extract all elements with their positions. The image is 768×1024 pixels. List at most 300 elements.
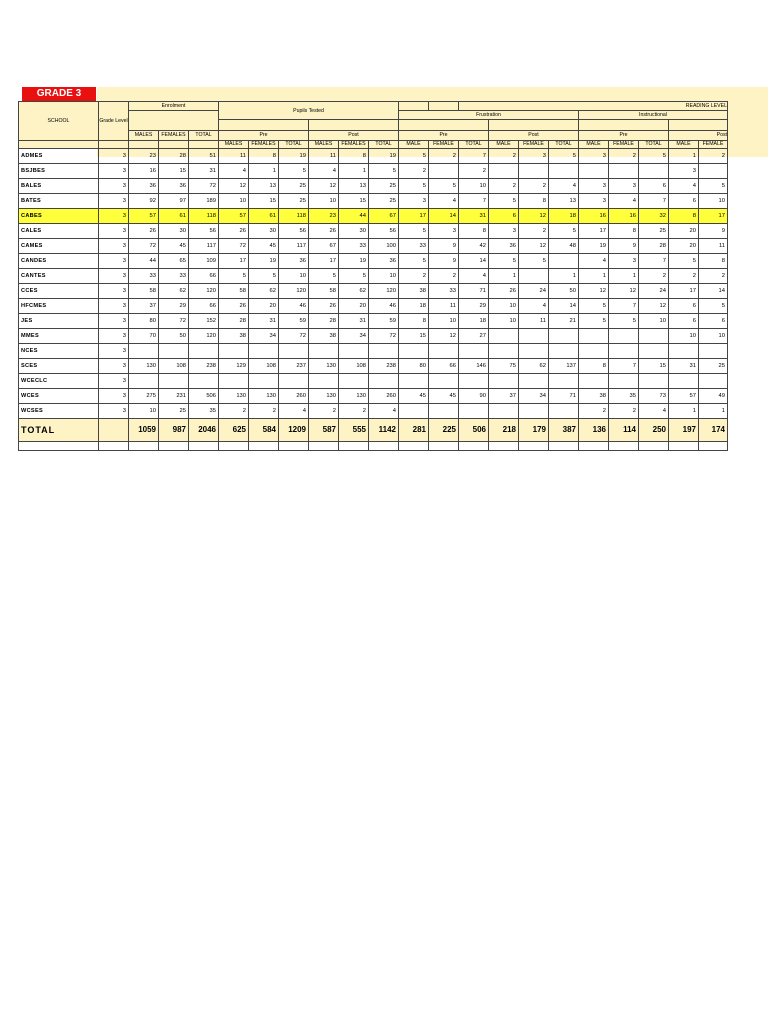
cell: 2	[639, 269, 669, 284]
cell: 117	[279, 239, 309, 254]
cell: 19	[339, 254, 369, 269]
cell: 5	[549, 149, 579, 164]
cell: 25	[279, 194, 309, 209]
cell: 5	[219, 269, 249, 284]
cell: 24	[519, 284, 549, 299]
reading-level-table	[18, 101, 728, 451]
cell	[489, 404, 519, 419]
grade-level-header: Grade Level	[99, 102, 129, 141]
grade-level: 3	[99, 239, 129, 254]
cell: 189	[189, 194, 219, 209]
grade-level: 3	[99, 329, 129, 344]
cell: 5	[579, 299, 609, 314]
cell: 19	[369, 149, 399, 164]
school-name: CABES	[19, 209, 99, 224]
cell: 62	[339, 284, 369, 299]
cell: 8	[699, 254, 728, 269]
cell: 59	[279, 314, 309, 329]
cell: 146	[459, 359, 489, 374]
cell: 231	[159, 389, 189, 404]
table-row	[19, 344, 728, 359]
cell: 5	[399, 254, 429, 269]
cell: 1	[249, 164, 279, 179]
cell	[519, 374, 549, 389]
cell: 6	[669, 314, 699, 329]
cell: 5	[339, 269, 369, 284]
cell: 48	[549, 239, 579, 254]
cell	[369, 344, 399, 359]
cell: 56	[279, 224, 309, 239]
table-row	[19, 194, 728, 209]
cell: 6	[669, 194, 699, 209]
cell: 26	[309, 224, 339, 239]
in-pre-female: FEMALE	[609, 141, 639, 149]
table-row	[19, 254, 728, 269]
cell: 45	[429, 389, 459, 404]
cell: 10	[639, 314, 669, 329]
cell: 33	[129, 269, 159, 284]
cell: 2	[459, 164, 489, 179]
cell: 10	[219, 194, 249, 209]
cell	[639, 164, 669, 179]
cell: 36	[489, 239, 519, 254]
cell: 237	[279, 359, 309, 374]
grade-level: 3	[99, 149, 129, 164]
cell: 5	[669, 254, 699, 269]
table-row	[19, 374, 728, 389]
cell: 25	[639, 224, 669, 239]
cell: 7	[609, 299, 639, 314]
cell: 45	[399, 389, 429, 404]
grade-level: 3	[99, 404, 129, 419]
cell: 8	[249, 149, 279, 164]
cell: 3	[579, 179, 609, 194]
cell: 5	[489, 194, 519, 209]
cell: 10	[129, 404, 159, 419]
cell: 2	[249, 404, 279, 419]
pt-pre-total: TOTAL	[279, 141, 309, 149]
in-post-header: Post	[669, 131, 728, 141]
cell: 17	[699, 209, 728, 224]
grade-level: 3	[99, 179, 129, 194]
cell: 57	[219, 209, 249, 224]
table-row	[19, 329, 728, 344]
cell: 12	[519, 239, 549, 254]
cell: 10	[669, 329, 699, 344]
cell	[459, 404, 489, 419]
cell	[399, 374, 429, 389]
cell: 6	[669, 299, 699, 314]
cell: 5	[699, 299, 728, 314]
cell: 587	[309, 419, 339, 442]
cell: 26	[489, 284, 519, 299]
cell: 73	[639, 389, 669, 404]
school-name: SCES	[19, 359, 99, 374]
cell: 72	[219, 239, 249, 254]
cell: 2	[219, 404, 249, 419]
cell: 3	[429, 224, 459, 239]
cell: 108	[339, 359, 369, 374]
cell: 130	[249, 389, 279, 404]
cell: 506	[459, 419, 489, 442]
table-row	[19, 224, 728, 239]
cell: 10	[369, 269, 399, 284]
in-post-female: FEMALE	[699, 141, 728, 149]
cell: 136	[579, 419, 609, 442]
cell: 57	[669, 389, 699, 404]
cell: 152	[189, 314, 219, 329]
cell: 10	[699, 329, 728, 344]
cell: 555	[339, 419, 369, 442]
cell: 5	[399, 179, 429, 194]
cell: 17	[669, 284, 699, 299]
cell: 62	[159, 284, 189, 299]
cell: 13	[339, 179, 369, 194]
cell	[219, 344, 249, 359]
pupils-tested-header: Pupils Tested	[219, 102, 399, 120]
cell: 45	[249, 239, 279, 254]
cell	[429, 374, 459, 389]
cell: 1	[339, 164, 369, 179]
cell: 3	[489, 224, 519, 239]
cell: 17	[309, 254, 339, 269]
school-name: MMES	[19, 329, 99, 344]
fr-pre-female: FEMALE	[429, 141, 459, 149]
cell: 10	[699, 194, 728, 209]
cell: 35	[609, 389, 639, 404]
cell	[339, 374, 369, 389]
cell: 10	[309, 194, 339, 209]
school-name: BATES	[19, 194, 99, 209]
cell: 197	[669, 419, 699, 442]
cell: 28	[309, 314, 339, 329]
cell: 9	[699, 224, 728, 239]
cell: 25	[369, 194, 399, 209]
cell	[549, 164, 579, 179]
cell: 34	[249, 329, 279, 344]
cell: 4	[519, 299, 549, 314]
pt-pre-header: Pre	[219, 131, 309, 141]
cell	[579, 374, 609, 389]
cell: 61	[159, 209, 189, 224]
fr-post-female: FEMALE	[519, 141, 549, 149]
cell: 66	[429, 359, 459, 374]
cell: 130	[309, 389, 339, 404]
cell	[609, 374, 639, 389]
table-row	[19, 179, 728, 194]
cell: 5	[609, 314, 639, 329]
pt-post-total: TOTAL	[369, 141, 399, 149]
fr-pre-header: Pre	[399, 131, 489, 141]
cell: 2	[699, 149, 728, 164]
cell	[459, 344, 489, 359]
cell: 12	[639, 299, 669, 314]
cell: 260	[279, 389, 309, 404]
cell: 15	[399, 329, 429, 344]
cell: 5	[699, 179, 728, 194]
cell: 8	[669, 209, 699, 224]
cell	[549, 329, 579, 344]
cell: 12	[579, 284, 609, 299]
cell: 14	[429, 209, 459, 224]
cell: 20	[339, 299, 369, 314]
cell: 14	[549, 299, 579, 314]
cell: 114	[609, 419, 639, 442]
cell: 1	[669, 404, 699, 419]
cell: 4	[309, 164, 339, 179]
table-row	[19, 389, 728, 404]
cell: 10	[279, 269, 309, 284]
cell	[519, 344, 549, 359]
cell: 8	[339, 149, 369, 164]
cell	[549, 344, 579, 359]
table-row	[19, 314, 728, 329]
school-name: CCES	[19, 284, 99, 299]
cell	[459, 374, 489, 389]
cell: 7	[459, 194, 489, 209]
cell: 225	[429, 419, 459, 442]
table-row	[19, 359, 728, 374]
cell: 17	[579, 224, 609, 239]
pt-post-females: FEMALES	[339, 141, 369, 149]
cell: 56	[189, 224, 219, 239]
cell: 3	[609, 179, 639, 194]
cell: 1209	[279, 419, 309, 442]
cell: 987	[159, 419, 189, 442]
school-name: HFCMES	[19, 299, 99, 314]
school-name: WCES	[19, 389, 99, 404]
grade-level	[99, 419, 129, 442]
cell	[579, 164, 609, 179]
cell: 12	[219, 179, 249, 194]
cell: 13	[249, 179, 279, 194]
enrol-males-header: MALES	[129, 131, 159, 141]
cell: 26	[309, 299, 339, 314]
cell: 18	[459, 314, 489, 329]
cell: 37	[489, 389, 519, 404]
grade-level: 3	[99, 284, 129, 299]
cell: 2	[429, 269, 459, 284]
cell: 31	[459, 209, 489, 224]
cell: 23	[309, 209, 339, 224]
cell: 80	[399, 359, 429, 374]
cell: 3	[579, 149, 609, 164]
in-pre-male: MALE	[579, 141, 609, 149]
cell: 281	[399, 419, 429, 442]
cell: 2	[489, 149, 519, 164]
cell: 58	[129, 284, 159, 299]
cell: 25	[279, 179, 309, 194]
cell: 26	[219, 224, 249, 239]
cell	[549, 254, 579, 269]
school-name: CALES	[19, 224, 99, 239]
cell: 92	[129, 194, 159, 209]
cell: 7	[639, 254, 669, 269]
cell: 1	[579, 269, 609, 284]
cell: 174	[699, 419, 728, 442]
cell: 120	[189, 284, 219, 299]
table-row	[19, 404, 728, 419]
school-header: SCHOOL	[19, 102, 99, 141]
in-pre-total: TOTAL	[639, 141, 669, 149]
cell: 15	[639, 359, 669, 374]
cell: 5	[579, 314, 609, 329]
cell	[309, 374, 339, 389]
cell: 26	[219, 299, 249, 314]
cell: 72	[279, 329, 309, 344]
cell: 130	[309, 359, 339, 374]
school-name: NCES	[19, 344, 99, 359]
cell: 10	[489, 299, 519, 314]
cell: 31	[669, 359, 699, 374]
cell: 3	[579, 194, 609, 209]
cell	[609, 329, 639, 344]
cell: 5	[399, 224, 429, 239]
cell: 14	[699, 284, 728, 299]
cell: 17	[399, 209, 429, 224]
cell: 120	[189, 329, 219, 344]
cell: 11	[699, 239, 728, 254]
grade-level: 3	[99, 194, 129, 209]
cell	[489, 329, 519, 344]
grade-level: 3	[99, 389, 129, 404]
cell: 50	[549, 284, 579, 299]
cell: 100	[369, 239, 399, 254]
cell	[369, 374, 399, 389]
cell: 4	[639, 404, 669, 419]
cell: 71	[549, 389, 579, 404]
cell: 24	[639, 284, 669, 299]
cell: 33	[399, 239, 429, 254]
table-row	[19, 299, 728, 314]
cell: 31	[339, 314, 369, 329]
cell: 238	[189, 359, 219, 374]
school-name: WCSES	[19, 404, 99, 419]
grade-level: 3	[99, 314, 129, 329]
school-name: JES	[19, 314, 99, 329]
fr-pre-male: MALE	[399, 141, 429, 149]
pt-post-males: MALES	[309, 141, 339, 149]
cell: 72	[129, 239, 159, 254]
cell: 56	[369, 224, 399, 239]
cell: 28	[219, 314, 249, 329]
table-row	[19, 239, 728, 254]
cell	[129, 344, 159, 359]
cell	[519, 404, 549, 419]
cell: 66	[189, 269, 219, 284]
cell	[189, 374, 219, 389]
cell: 3	[399, 194, 429, 209]
pt-pre-males: MALES	[219, 141, 249, 149]
cell: 59	[369, 314, 399, 329]
cell: 3	[519, 149, 549, 164]
cell: 25	[369, 179, 399, 194]
cell: 30	[159, 224, 189, 239]
table-row	[19, 209, 728, 224]
cell: 5	[549, 224, 579, 239]
fr-post-male: MALE	[489, 141, 519, 149]
cell: 4	[279, 404, 309, 419]
cell: 36	[159, 179, 189, 194]
cell: 1	[489, 269, 519, 284]
cell: 58	[309, 284, 339, 299]
cell: 17	[219, 254, 249, 269]
cell: 7	[609, 359, 639, 374]
cell: 118	[189, 209, 219, 224]
cell: 32	[639, 209, 669, 224]
cell: 2	[309, 404, 339, 419]
cell: 4	[369, 404, 399, 419]
cell: 72	[189, 179, 219, 194]
cell: 9	[609, 239, 639, 254]
cell	[429, 344, 459, 359]
cell	[579, 344, 609, 359]
cell: 12	[519, 209, 549, 224]
cell: 584	[249, 419, 279, 442]
cell: 2	[669, 269, 699, 284]
grade-level: 3	[99, 209, 129, 224]
cell: 1059	[129, 419, 159, 442]
cell	[549, 404, 579, 419]
cell: 30	[249, 224, 279, 239]
cell: 120	[279, 284, 309, 299]
cell: 130	[219, 389, 249, 404]
cell: 506	[189, 389, 219, 404]
in-pre-header: Pre	[579, 131, 669, 141]
cell	[219, 374, 249, 389]
cell: 18	[549, 209, 579, 224]
cell	[519, 269, 549, 284]
cell: 19	[279, 149, 309, 164]
cell: 11	[429, 299, 459, 314]
cell: 11	[219, 149, 249, 164]
cell: 34	[519, 389, 549, 404]
cell: 2	[429, 149, 459, 164]
cell: 72	[369, 329, 399, 344]
cell: 250	[639, 419, 669, 442]
school-name: BALES	[19, 179, 99, 194]
cell: 29	[159, 299, 189, 314]
cell: 5	[489, 254, 519, 269]
cell: 12	[309, 179, 339, 194]
cell: 16	[609, 209, 639, 224]
enrolment-header: Enrolment	[129, 102, 219, 111]
cell: 10	[459, 179, 489, 194]
cell	[399, 404, 429, 419]
cell: 33	[159, 269, 189, 284]
cell: 8	[579, 359, 609, 374]
cell	[609, 164, 639, 179]
cell	[699, 344, 728, 359]
cell: 35	[189, 404, 219, 419]
cell: 51	[189, 149, 219, 164]
cell: 5	[309, 269, 339, 284]
cell: 10	[489, 314, 519, 329]
cell: 11	[309, 149, 339, 164]
cell: 75	[489, 359, 519, 374]
cell: 5	[279, 164, 309, 179]
cell: 34	[339, 329, 369, 344]
cell: 7	[459, 149, 489, 164]
in-post-male: MALE	[669, 141, 699, 149]
fr-post-header: Post	[489, 131, 579, 141]
cell	[189, 344, 219, 359]
school-name: CANDES	[19, 254, 99, 269]
school-name: CAMES	[19, 239, 99, 254]
cell: 62	[249, 284, 279, 299]
grade-level: 3	[99, 254, 129, 269]
fr-pre-total: TOTAL	[459, 141, 489, 149]
